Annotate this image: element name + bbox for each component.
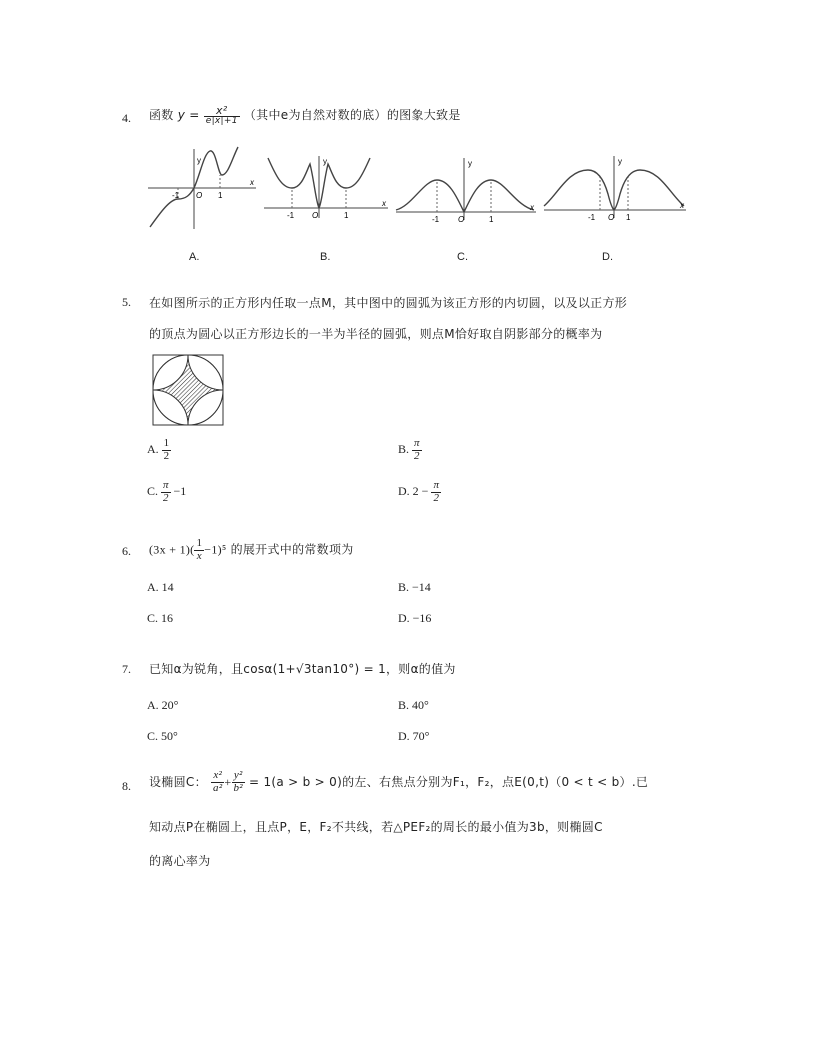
- graph-a-y-label: y: [197, 156, 201, 165]
- q6-option-b: B. −14: [398, 580, 431, 594]
- q4-func-lhs: y =: [177, 108, 200, 122]
- q8-frac-x-den: a²: [213, 782, 223, 794]
- graph-c-one: 1: [489, 215, 494, 224]
- q5-option-d-num: π: [433, 479, 439, 491]
- q5-stem-line1: 在如图所示的正方形内任取一点M，其中图中的圆弧为该正方形的内切圆，以及以正方形: [149, 296, 628, 310]
- q5-option-b-den: 2: [414, 449, 420, 462]
- q8-stem-line3: 的离心率为: [149, 854, 211, 868]
- graph-d-origin: O: [608, 213, 615, 222]
- graph-c-curve: [396, 180, 534, 212]
- q4-graph-a: [146, 143, 258, 231]
- graph-d-neg1: -1: [588, 213, 596, 222]
- graph-c-neg1: -1: [432, 215, 440, 224]
- q4-number: 4.: [122, 111, 131, 125]
- q6-stem: [149, 538, 354, 562]
- graph-b-y-label: y: [323, 157, 327, 166]
- q4-graph-c: [394, 152, 540, 224]
- q4-choice-b: B.: [320, 251, 331, 263]
- graph-c-y-label: y: [468, 159, 472, 168]
- q5-option-a-label: A.: [147, 441, 159, 456]
- q5-option-b-label: B.: [398, 441, 410, 456]
- q6-expr-tail: −1)⁵: [204, 542, 227, 557]
- q5-option-b-num: π: [414, 437, 420, 449]
- q8-frac-x: [211, 770, 224, 794]
- graph-d-x-label: x: [680, 201, 684, 210]
- q8-plus: +: [224, 775, 232, 789]
- q5-option-c-den: 2: [163, 491, 169, 504]
- graph-b-neg1: -1: [287, 211, 295, 220]
- q8-stem-line1: [149, 770, 648, 795]
- q6-expr-den: x: [196, 549, 202, 562]
- q5-figure: [150, 352, 228, 428]
- q5-option-d-fraction: [431, 480, 441, 504]
- graph-a-neg1: -1: [172, 191, 180, 200]
- q5-option-b: [398, 438, 422, 462]
- q4-graph-b: [262, 150, 392, 222]
- q8-frac-y-num: y²: [232, 770, 245, 783]
- q5-option-a: [147, 438, 171, 462]
- q6-number: 6.: [122, 544, 131, 558]
- graph-b-one: 1: [344, 211, 349, 220]
- q4-stem-suffix: （其中e为自然对数的底）的图象大致是: [243, 108, 461, 122]
- q4-stem-prefix: 函数: [149, 108, 174, 122]
- q6-option-d: D. −16: [398, 611, 432, 625]
- graph-a-one: 1: [218, 191, 223, 200]
- q6-expr-num: 1: [196, 537, 203, 549]
- q5-option-c-label: C.: [147, 483, 159, 498]
- graph-a-origin: O: [196, 191, 203, 200]
- q6-expr-fraction: [194, 538, 204, 562]
- q6-expr-head: (3x + 1)(: [149, 542, 195, 557]
- q4-func-den: e|x|+1: [205, 116, 238, 127]
- q5-option-d-den: 2: [433, 491, 439, 504]
- q5-option-d-head: 2 −: [412, 483, 429, 498]
- q5-option-d: [398, 480, 441, 504]
- q8-frac-x-num: x²: [211, 770, 224, 783]
- q5-option-a-num: 1: [163, 437, 170, 449]
- q8-eq-tail: = 1(a > b > 0)的左、右焦点分别为F₁，F₂，点E(0,t)（0 < t < b）.已: [249, 775, 649, 789]
- q5-stem-line2: 的顶点为圆心以正方形边长的一半为半径的圆弧，则点M恰好取自阴影部分的概率为: [149, 327, 603, 341]
- q7-option-d: D. 70°: [398, 729, 430, 743]
- graph-c-origin: O: [458, 215, 465, 224]
- q7-number: 7.: [122, 662, 131, 676]
- graph-d-y-label: y: [618, 157, 622, 166]
- q8-stem-line2: 知动点P在椭圆上，且点P，E，F₂不共线，若△PEF₂的周长的最小值为3b，则椭圆C: [149, 820, 603, 834]
- q5-option-c-num: π: [163, 479, 169, 491]
- q6-option-c: C. 16: [147, 611, 174, 625]
- q7-option-c: C. 50°: [147, 729, 178, 743]
- q8-number: 8.: [122, 779, 131, 793]
- q8-stem-prefix: 设椭圆C：: [149, 775, 207, 789]
- graph-b-origin: O: [312, 211, 319, 220]
- q4-choice-a: A.: [189, 251, 200, 263]
- q4-graph-d: [542, 150, 690, 224]
- graph-c-x-label: x: [530, 203, 534, 212]
- q4-func-num: x²: [204, 105, 240, 118]
- q4-choice-c: C.: [457, 251, 468, 263]
- graph-d-one: 1: [626, 213, 631, 222]
- q5-option-c-fraction: [161, 480, 171, 504]
- q7-stem: 已知α为锐角，且cosα(1+√3tan10°) = 1，则α的值为: [149, 662, 456, 676]
- q5-option-b-fraction: [412, 438, 422, 462]
- q5-option-c-tail: −1: [173, 483, 187, 498]
- q5-number: 5.: [122, 295, 131, 309]
- q4-choice-d: D.: [602, 251, 613, 263]
- q5-option-c: [147, 480, 186, 504]
- q4-stem: [149, 104, 461, 126]
- graph-a-x-label: x: [250, 178, 254, 187]
- q4-func-fraction: [204, 105, 240, 127]
- q6-option-a: A. 14: [147, 580, 174, 594]
- q8-frac-y: [232, 770, 245, 794]
- q5-option-a-fraction: [162, 438, 172, 462]
- q8-frac-y-den: b²: [233, 782, 243, 794]
- q5-option-d-label: D.: [398, 483, 410, 498]
- q7-option-b: B. 40°: [398, 698, 429, 712]
- q6-stem-suffix: 的展开式中的常数项为: [230, 542, 354, 557]
- q7-option-a: A. 20°: [147, 698, 179, 712]
- graph-b-x-label: x: [382, 199, 386, 208]
- q5-option-a-den: 2: [163, 449, 170, 462]
